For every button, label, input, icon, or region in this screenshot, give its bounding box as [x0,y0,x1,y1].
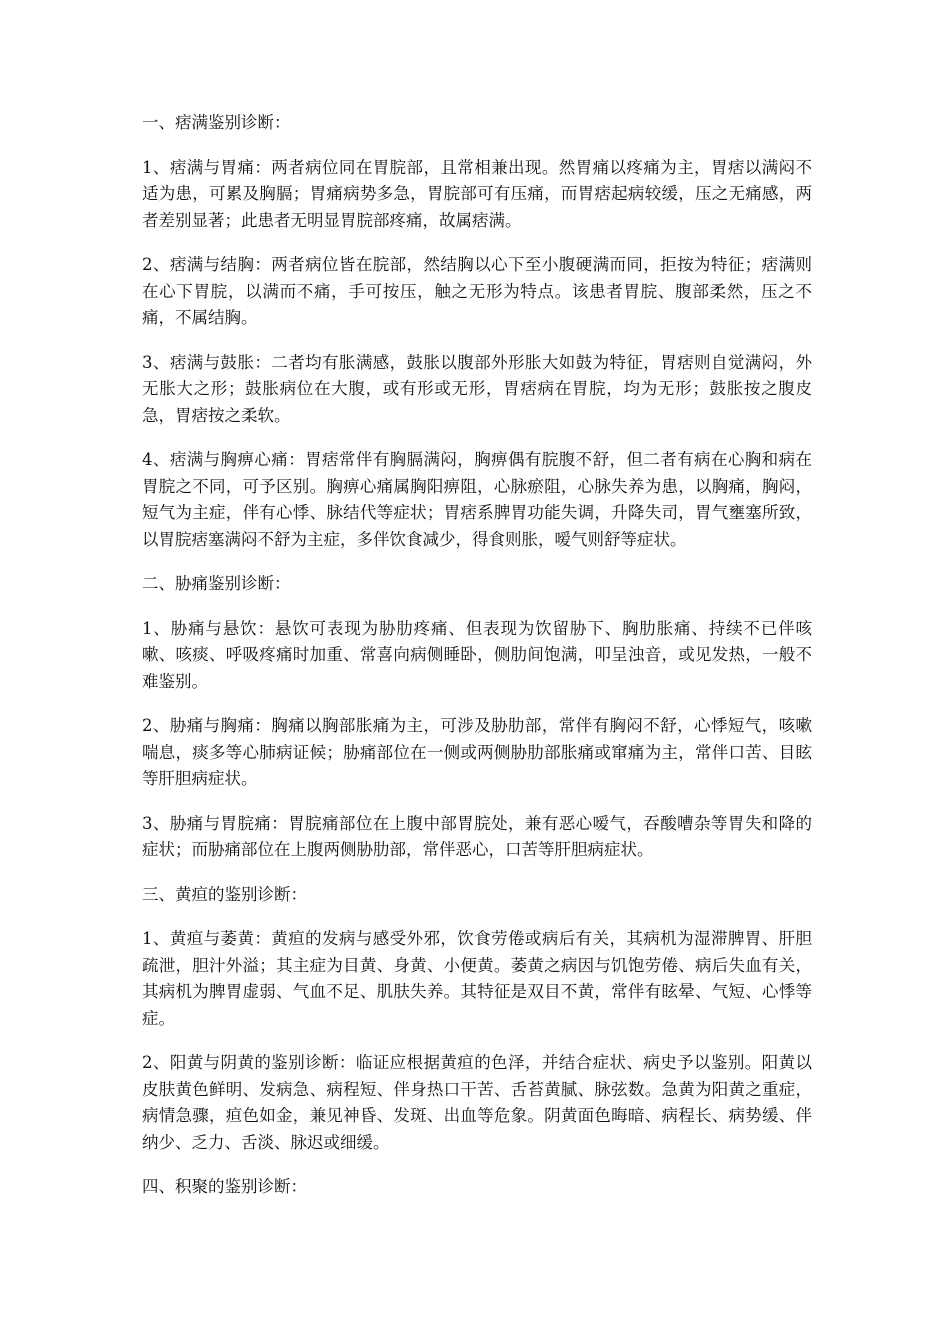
paragraph: 2、胁痛与胸痛：胸痛以胸部胀痛为主，可涉及胁肋部，常伴有胸闷不舒，心悸短气，咳嗽喘息，痰多等心肺病证候；胁痛部位在一侧或两侧胁肋部胀痛或窜痛为主，常伴口苦、目眩等肝胆病症状。 [142,716,812,788]
paragraph: 3、胁痛与胃脘痛：胃脘痛部位在上腹中部胃脘处，兼有恶心嗳气，吞酸嘈杂等胃失和降的症状；而胁痛部位在上腹两侧胁肋部，常伴恶心，口苦等肝胆病症状。 [142,813,812,859]
paragraph: 1、胁痛与悬饮：悬饮可表现为胁肋疼痛、但表现为饮留胁下、胸肋胀痛、持续不已伴咳嗽、咳痰、呼吸疼痛时加重、常喜向病侧睡卧，侧肋间饱满，叩呈浊音，或见发热，一般不难鉴别。 [142,618,812,691]
paragraph: 4、痞满与胸痹心痛：胃痞常伴有胸膈满闷，胸痹偶有脘腹不舒，但二者有病在心胸和病在胃脘之不同，可予区别。胸痹心痛属胸阳痹阻，心脉瘀阻，心脉失养为患，以胸痛，胸闷，短气为主症，伴有心悸、脉结代等症状；胃痞系脾胃功能失调，升降失司，胃气壅塞所致，以胃脘痞塞满闷不舒为主症，多伴饮食减少，得食则胀，嗳气则舒等症状。 [142,450,812,549]
section-heading: 四、积聚的鉴别诊断： [142,1177,307,1196]
section-heading: 三、黄疸的鉴别诊断： [142,884,307,904]
paragraph: 1、黄疸与萎黄：黄疸的发病与感受外邪，饮食劳倦或病后有关，其病机为湿滞脾胃、肝胆疏泄，胆汁外溢；其主症为目黄、身黄、小便黄。萎黄之病因与饥饱劳倦、病后失血有关，其病机为脾胃虚弱、气血不足、肌肤失养。其特征是双目不黄，常伴有眩晕、气短、心悸等症。 [142,929,812,1028]
paragraph: 2、痞满与结胸：两者病位皆在脘部，然结胸以心下至小腹硬满而同，拒按为特征；痞满则在心下胃脘，以满而不痛，手可按压，触之无形为特点。该患者胃脘、腹部柔然，压之不 痛，不属结胸。 [142,255,812,327]
document-page [142,110,812,1219]
section-heading: 一、痞满鉴别诊断： [142,113,291,132]
paragraph: 1、痞满与胃痛：两者病位同在胃脘部，且常相兼出现。然胃痛以疼痛为主，胃痞以满闷不适为患，可累及胸膈；胃痛病势多急，胃脘部可有压痛，而胃痞起病较缓，压之无痛感，两者差别显著；此患者无明显胃脘部疼痛，故属痞满。 [142,157,812,230]
paragraph: 3、痞满与鼓胀：二者均有胀满感，鼓胀以腹部外形胀大如鼓为特征，胃痞则自觉满闷，外无胀大之形；鼓胀病位在大腹，或有形或无形，胃痞病在胃脘，均为无形；鼓胀按之腹皮急，胃痞按之柔软。 [142,352,812,425]
section-heading: 二、胁痛鉴别诊断： [142,574,291,593]
paragraph: 2、阳黄与阴黄的鉴别诊断：临证应根据黄疸的色泽，并结合症状、病史予以鉴别。阳黄以皮肤黄色鲜明、发病急、病程短、伴身热口干苦、舌苔黄腻、脉弦数。急黄为阳黄之重症，病情急骤，疸色如金，兼见神昏、发斑、出血等危象。阴黄面色晦暗、病程长、病势缓、伴纳少、乏力、舌淡、脉迟或细缓。 [142,1053,812,1152]
